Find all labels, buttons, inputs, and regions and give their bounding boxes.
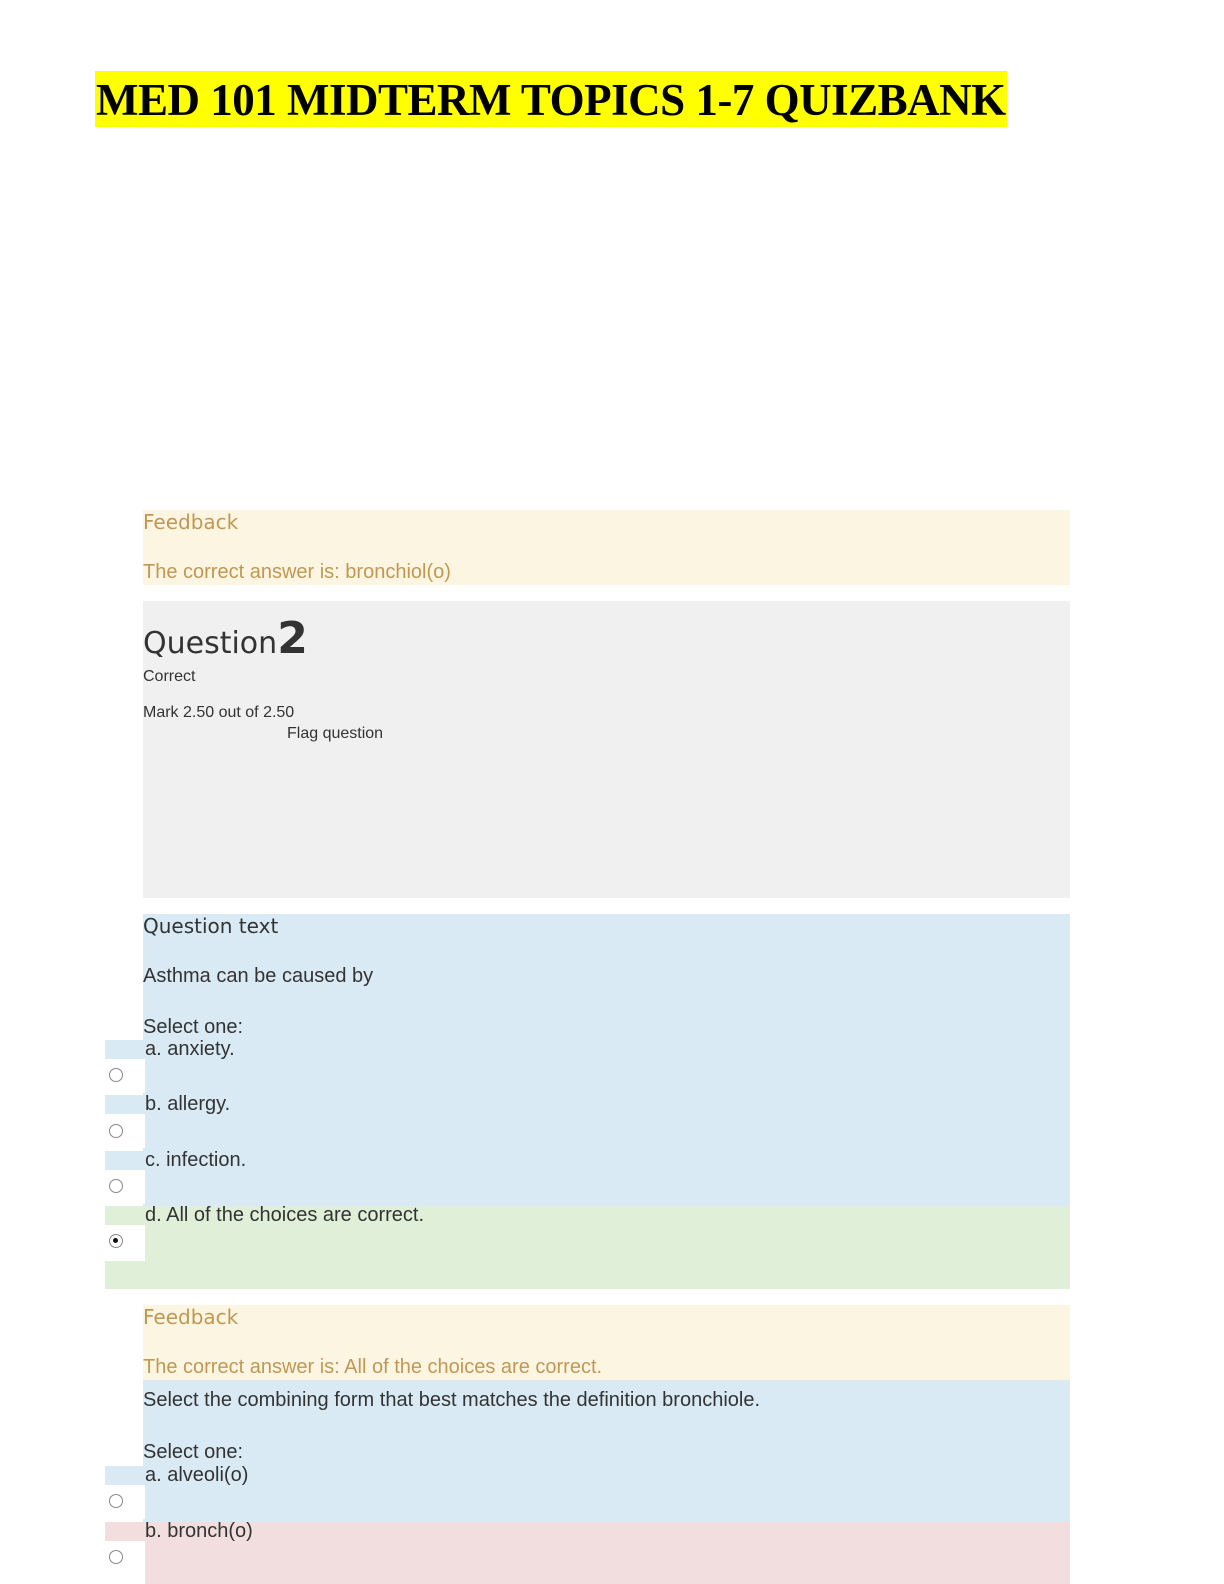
radio-button-option-b[interactable] (109, 1550, 123, 1564)
radio-button-option-b[interactable] (109, 1124, 123, 1138)
radio-button-option-d[interactable] (109, 1234, 123, 1248)
question-text-heading: Question text (143, 914, 279, 938)
option-strip (105, 1040, 145, 1059)
option-strip (105, 1466, 145, 1485)
option-strip (105, 1095, 145, 1114)
feedback-heading: Feedback (143, 510, 239, 534)
feedback-panel (143, 510, 1070, 585)
radio-button-option-a[interactable] (109, 1494, 123, 1508)
flag-question-link[interactable]: Flag question (287, 725, 384, 742)
question-text-panel (143, 1380, 1070, 1522)
question-text-panel (143, 914, 1070, 1206)
radio-button-option-a[interactable] (109, 1068, 123, 1082)
question-prompt: Select the combining form that best matches the definition bronchiole. (143, 1389, 761, 1411)
feedback-panel (143, 1305, 1070, 1380)
document-title: MED 101 MIDTERM TOPICS 1-7 QUIZBANK (95, 71, 1007, 127)
select-one-label: Select one: (143, 1441, 244, 1463)
radio-button-option-c[interactable] (109, 1179, 123, 1193)
question-info-panel (143, 601, 1070, 898)
feedback-correct-answer: The correct answer is: bronchiol(o) (143, 561, 451, 583)
feedback-correct-answer: The correct answer is: All of the choices are correct. (143, 1356, 603, 1378)
question-prompt: Asthma can be caused by (143, 965, 374, 987)
question-status: Correct (143, 668, 196, 685)
feedback-heading: Feedback (143, 1305, 239, 1329)
option-strip (105, 1151, 145, 1170)
question-mark: Mark 2.50 out of 2.50 (143, 704, 295, 721)
question-number: 2 (277, 613, 308, 664)
option-b-label[interactable]: b. bronch(o) (145, 1520, 253, 1542)
question-word: Question (143, 626, 278, 661)
option-a-label[interactable]: a. anxiety. (145, 1038, 235, 1060)
select-one-label: Select one: (143, 1016, 244, 1038)
option-b-label[interactable]: b. allergy. (145, 1093, 231, 1115)
option-d-label[interactable]: d. All of the choices are correct. (145, 1204, 425, 1226)
question-number-heading (143, 613, 308, 664)
option-a-label[interactable]: a. alveoli(o) (145, 1464, 249, 1486)
option-c-label[interactable]: c. infection. (145, 1149, 247, 1171)
